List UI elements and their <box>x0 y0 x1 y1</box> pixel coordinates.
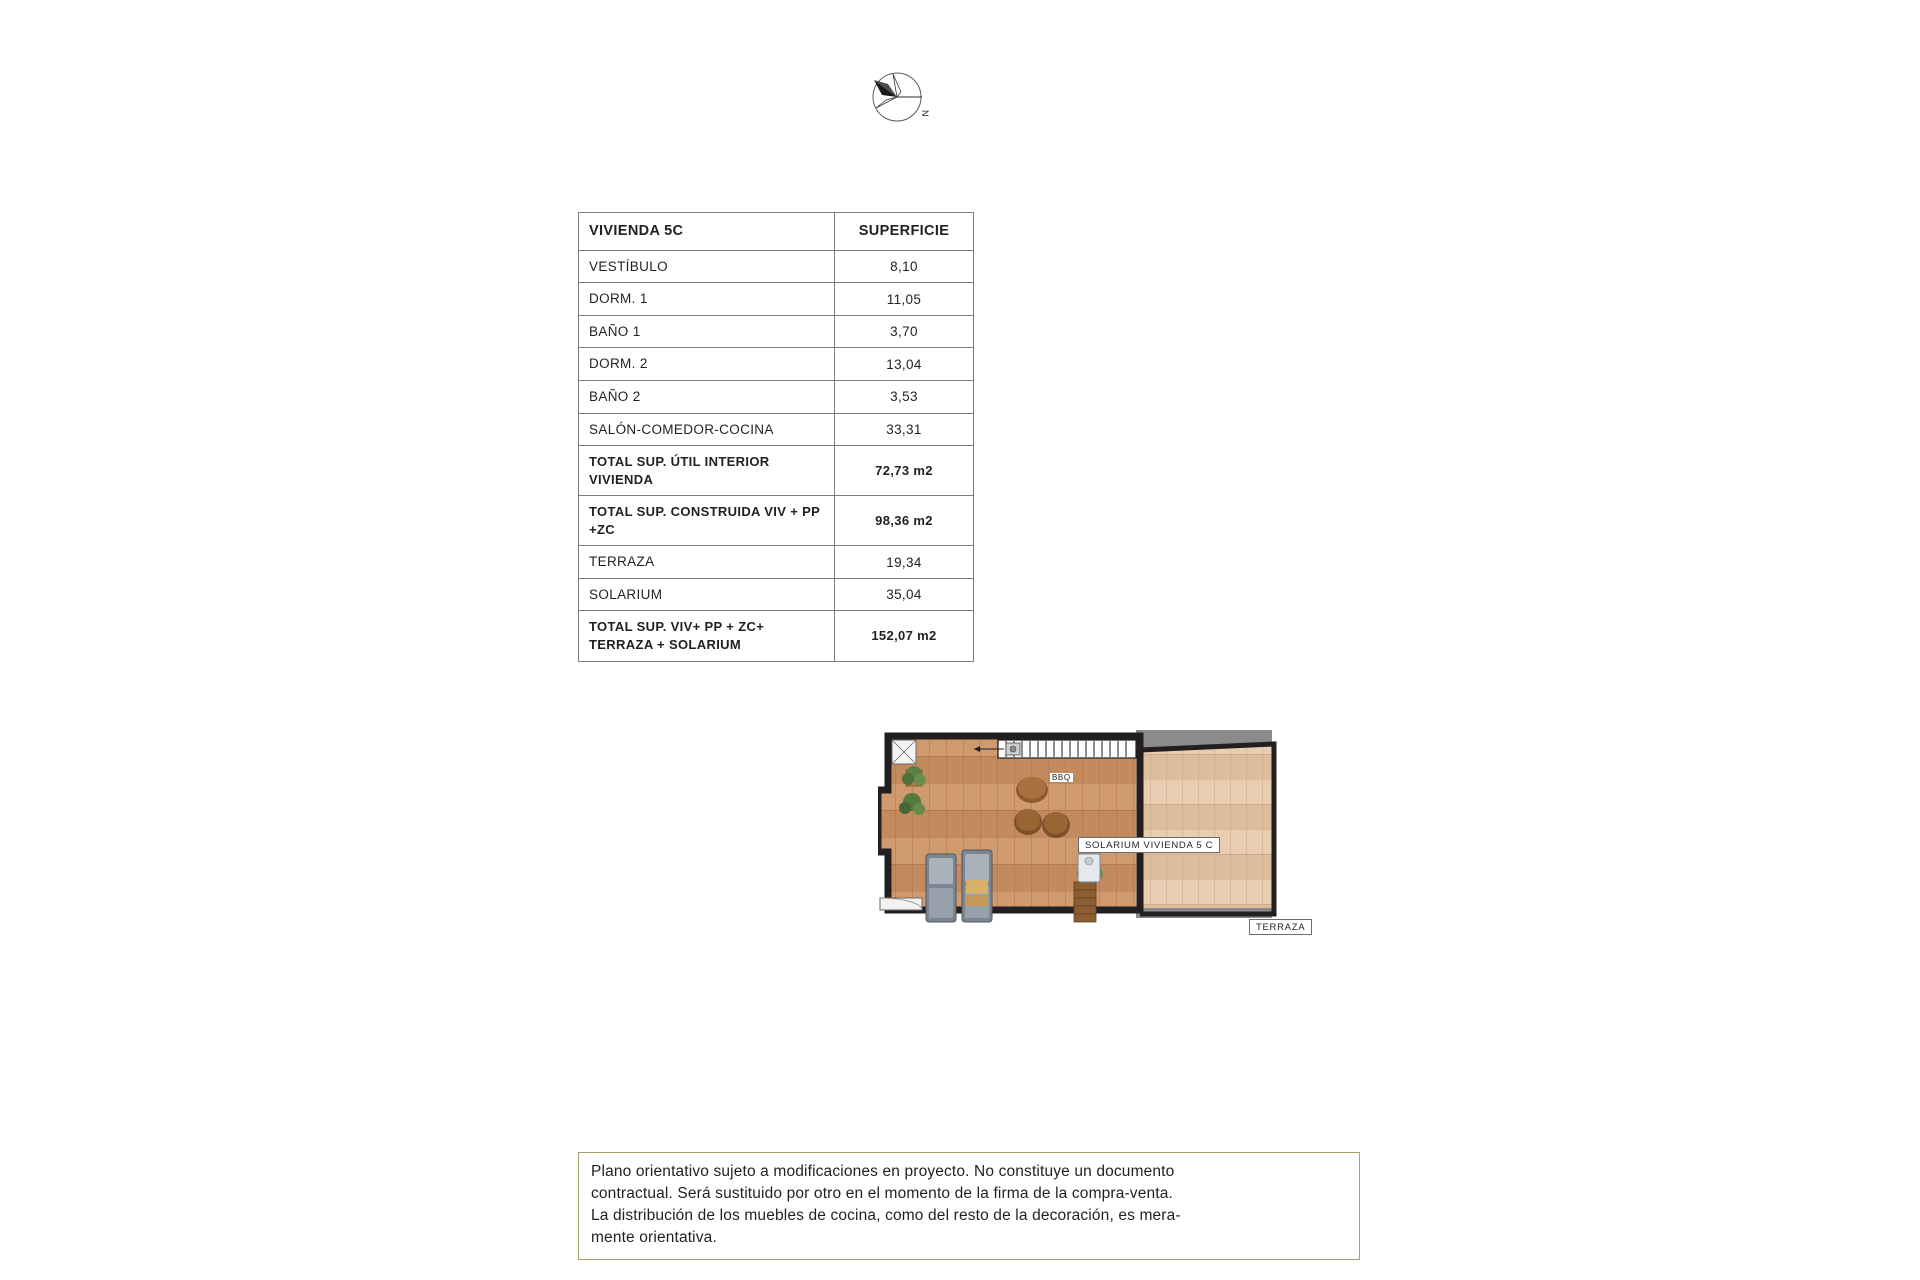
table-row <box>579 546 974 579</box>
bench-unit <box>1074 882 1096 922</box>
row-name: TOTAL SUP. CONSTRUIDA VIV + PP +ZC <box>579 496 835 546</box>
table-header-value: SUPERFICIE <box>835 213 974 251</box>
table-row <box>579 446 974 496</box>
door-swing <box>880 898 922 910</box>
row-name: TOTAL SUP. ÚTIL INTERIOR VIVIENDA <box>579 446 835 496</box>
row-value: 33,31 <box>835 413 974 446</box>
shower-unit <box>1078 854 1100 882</box>
disclaimer-box <box>578 1152 1360 1260</box>
sun-lounger-2 <box>962 850 992 922</box>
row-name: DORM. 2 <box>579 348 835 381</box>
table-header-name: VIVIENDA 5C <box>579 213 835 251</box>
compass <box>862 62 932 132</box>
row-name: SALÓN-COMEDOR-COCINA <box>579 413 835 446</box>
row-value: 98,36 m2 <box>835 496 974 546</box>
row-value: 3,53 <box>835 381 974 414</box>
row-value: 19,34 <box>835 546 974 579</box>
row-value: 13,04 <box>835 348 974 381</box>
table-header-row <box>579 213 974 251</box>
table-row <box>579 250 974 283</box>
row-name: BAÑO 1 <box>579 315 835 348</box>
areas-table <box>578 212 974 662</box>
disclaimer-line-2: contractual. Será sustituido por otro en el momento de la firma de la compra-venta. <box>591 1185 1173 1202</box>
table-row <box>579 283 974 316</box>
table-row <box>579 496 974 546</box>
row-value: 8,10 <box>835 250 974 283</box>
row-value: 72,73 m2 <box>835 446 974 496</box>
room-label-terraza: TERRAZA <box>1249 919 1312 935</box>
hatch-opening <box>892 740 916 764</box>
row-name: SOLARIUM <box>579 578 835 611</box>
sun-lounger-1 <box>926 854 956 922</box>
row-name: DORM. 1 <box>579 283 835 316</box>
table-row <box>579 381 974 414</box>
disclaimer-line-4: mente orientativa. <box>591 1229 717 1246</box>
compass-north-label: N <box>920 110 930 117</box>
compass-north-arrow-icon <box>862 62 932 132</box>
row-name: TERRAZA <box>579 546 835 579</box>
stair-railing <box>974 740 1136 758</box>
table-row <box>579 578 974 611</box>
row-name: BAÑO 2 <box>579 381 835 414</box>
row-value: 152,07 m2 <box>835 611 974 661</box>
terraza-floor <box>1136 746 1272 908</box>
row-value: 11,05 <box>835 283 974 316</box>
table-row <box>579 348 974 381</box>
disclaimer-line-3: La distribución de los muebles de cocina, como del resto de la decoración, es mera- <box>591 1207 1181 1224</box>
bbq-label: BBQ <box>1052 773 1071 782</box>
table-row <box>579 413 974 446</box>
room-label-solarium: SOLARIUM VIVIENDA 5 C <box>1078 837 1220 853</box>
table-row <box>579 611 974 661</box>
row-value: 35,04 <box>835 578 974 611</box>
row-name: TOTAL SUP. VIV+ PP + ZC+ TERRAZA + SOLARIUM <box>579 611 835 661</box>
bbq-unit <box>1006 743 1020 755</box>
disclaimer-line-1: Plano orientativo sujeto a modificaciones en proyecto. No constituye un documento <box>591 1163 1175 1180</box>
row-name: VESTÍBULO <box>579 250 835 283</box>
table-row <box>579 315 974 348</box>
row-value: 3,70 <box>835 315 974 348</box>
